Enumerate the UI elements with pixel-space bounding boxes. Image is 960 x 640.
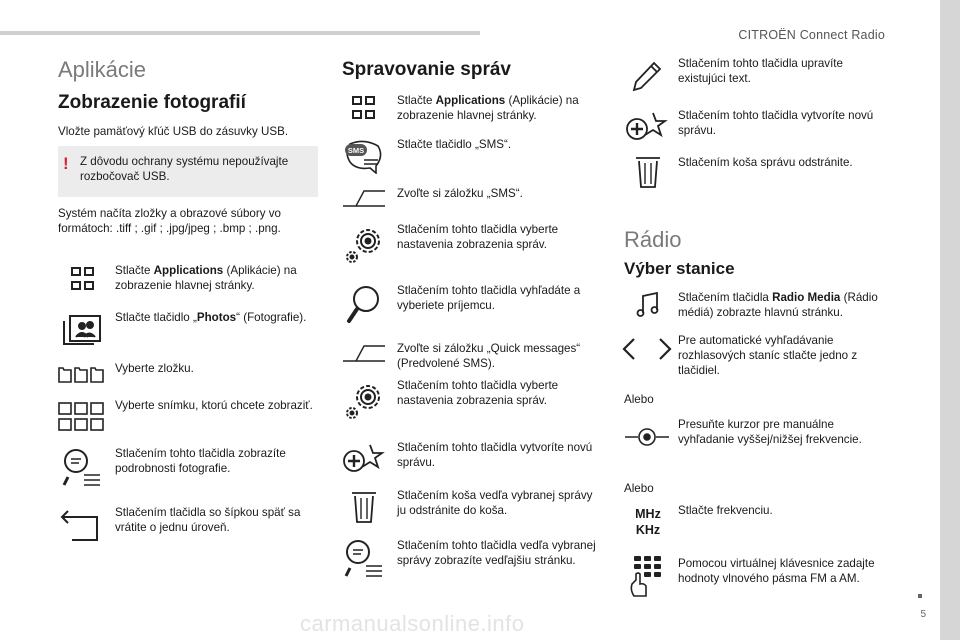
heading-station: Výber stanice [624,259,735,278]
step-text: Presuňte kurzor pre manuálne vyhľadanie vyššej/nižšej frekvencie. [678,418,862,447]
new-message-icon [342,442,386,474]
step-text: Stlačením koša vedľa vybranej správy ju odstránite do koša. [397,489,593,518]
frequency-icon [628,505,668,541]
step-text: Stlačením tohto tlačidla vytvoríte novú správu. [397,441,593,470]
page-side-strip [940,0,960,640]
step-text: Vyberte zložku. [115,362,194,375]
settings-gear-icon [344,381,384,421]
tab-icon [342,188,386,208]
step-text: Stlačením koša správu odstránite. [678,156,853,169]
step-text: Stlačením tlačidla Radio Media (Rádio médiá) zobrazte hlavnú stránku. [678,291,878,320]
trash-icon [634,154,662,190]
heading-messages: Spravovanie správ [342,59,511,80]
section-title-aplikacie: Aplikácie [58,57,147,82]
step-text: Zvoľte si záložku „Quick messages“ (Predvolené SMS). [397,342,581,371]
new-message-icon [625,110,669,142]
intro-text: Vložte pamäťový kľúč USB do zásuvky USB. [58,125,289,138]
warning-icon: ! [63,154,69,173]
sms-icon [344,140,384,174]
keypad-icon [628,554,668,598]
details-icon [62,447,102,487]
more-details-icon [344,538,384,578]
brand-title: CITROËN Connect Radio [738,28,885,42]
step-text: Stlačte Applications (Aplikácie) na zobrazenie hlavnej stránky. [115,264,297,293]
edit-pencil-icon [630,60,662,94]
step-text: Pomocou virtuálnej klávesnice zadajte hodnoty vlnového pásma FM a AM. [678,557,875,586]
step-text: Stlačte tlačidlo „Photos“ (Fotografie). [115,311,307,324]
step-text: Stlačením tohto tlačidla vyberte nastavenia zobrazenia správ. [397,223,559,252]
music-note-icon [636,292,660,318]
page-number: 5 [920,609,926,620]
step-text: Stlačením tohto tlačidla vyberte nastavenia zobrazenia správ. [397,379,559,408]
settings-gear-icon [344,225,384,265]
step-text: Pre automatické vyhľadávanie rozhlasových staníc stlačte jedno z tlačidiel. [678,334,858,378]
photos-icon [62,310,102,346]
or-text: Alebo [624,482,654,495]
frequency-icon-top: MHz [635,507,661,522]
slider-icon [624,426,670,448]
folders-icon [58,364,104,384]
header-rule [0,31,480,35]
warning-text: Z dôvodu ochrany systému nepoužívajte rozbočovač USB. [80,155,289,184]
applications-grid-icon [350,95,378,121]
step-text: Vyberte snímku, ktorú chcete zobraziť. [115,399,313,412]
end-square [918,594,922,598]
tab-icon [342,343,386,363]
step-text: Stlačte tlačidlo „SMS“. [397,138,512,151]
applications-grid-icon [68,266,98,292]
chevrons-icon [622,336,672,362]
watermark: carmanualsonline.info [300,611,525,636]
sms-icon-label: SMS [347,146,365,155]
section-title-radio: Rádio [624,227,682,252]
or-text: Alebo [624,393,654,406]
step-text: Stlačením tlačidla so šípkou späť sa vrátite o jednu úroveň. [115,506,301,535]
step-text: Zvoľte si záložku „SMS“. [397,187,523,200]
step-text: Stlačte Applications (Aplikácie) na zobrazenie hlavnej stránky. [397,94,579,123]
step-text: Stlačením tohto tlačidla vyhľadáte a vyberiete príjemcu. [397,284,581,313]
trash-icon [350,490,378,524]
step-text: Stlačením tohto tlačidla zobrazíte podrobnosti fotografie. [115,447,286,476]
step-text: Stlačením tohto tlačidla vedľa vybranej správy zobrazíte vedľajšiu stránku. [397,539,596,568]
step-text: Stlačením tohto tlačidla vytvoríte novú správu. [678,109,874,138]
frequency-icon-bottom: KHz [635,523,661,537]
step-text: Stlačte frekvenciu. [678,504,773,517]
back-arrow-icon [60,508,100,542]
warning-box [58,146,318,197]
heading-photos: Zobrazenie fotografií [58,92,246,113]
search-icon [346,284,382,324]
info-text: Systém načíta zložky a obrazové súbory vo formátoch: .tiff ; .gif ; .jpg/jpeg ; .bmp ; .png. [58,207,281,236]
step-text: Stlačením tohto tlačidla upravíte existujúci text. [678,57,843,86]
images-grid-icon [58,402,104,432]
